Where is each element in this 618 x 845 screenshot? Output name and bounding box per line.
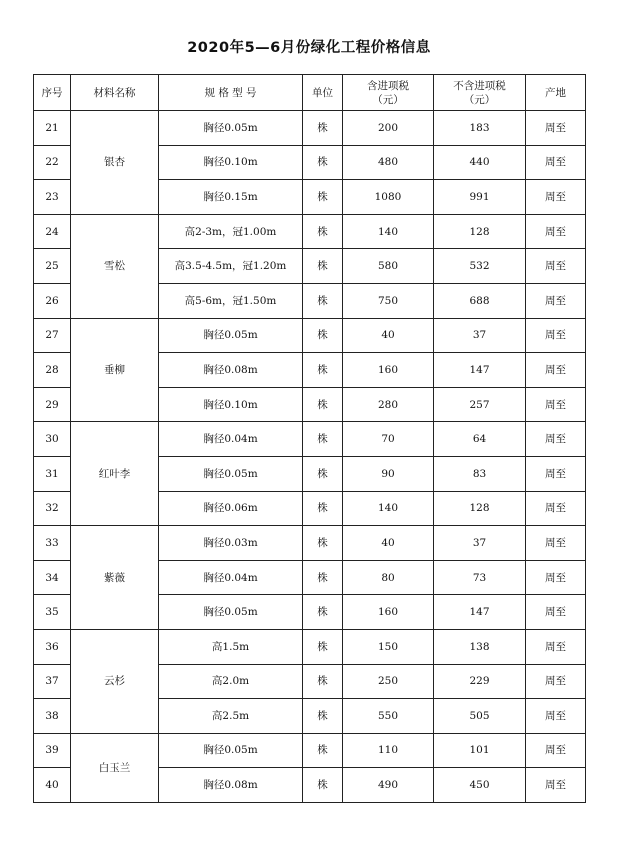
table-row	[34, 733, 586, 768]
cell-unit: 株	[303, 629, 343, 664]
table-row	[34, 526, 586, 561]
cell-price-tax-included: 40	[343, 526, 434, 561]
cell-price-tax-included: 80	[343, 560, 434, 595]
header-tax-included-label: 含进项税	[367, 79, 409, 92]
header-tax-included	[343, 75, 434, 111]
cell-origin: 周至	[526, 768, 586, 803]
cell-price-tax-excluded: 991	[434, 180, 526, 215]
cell-price-tax-excluded: 64	[434, 422, 526, 457]
cell-price-tax-excluded: 688	[434, 283, 526, 318]
cell-unit: 株	[303, 664, 343, 699]
cell-spec: 胸径0.05m	[159, 595, 303, 630]
cell-origin: 周至	[526, 353, 586, 388]
cell-price-tax-included: 150	[343, 629, 434, 664]
cell-price-tax-included: 490	[343, 768, 434, 803]
cell-unit: 株	[303, 733, 343, 768]
cell-unit: 株	[303, 387, 343, 422]
cell-origin: 周至	[526, 526, 586, 561]
cell-index: 31	[34, 456, 71, 491]
cell-material-name: 雪松	[71, 214, 159, 318]
cell-price-tax-included: 160	[343, 353, 434, 388]
cell-price-tax-excluded: 147	[434, 353, 526, 388]
cell-unit: 株	[303, 526, 343, 561]
table-body	[34, 111, 586, 803]
cell-spec: 胸径0.08m	[159, 353, 303, 388]
cell-index: 29	[34, 387, 71, 422]
cell-spec: 高2-3m，冠1.00m	[159, 214, 303, 249]
cell-index: 40	[34, 768, 71, 803]
cell-spec: 高1.5m	[159, 629, 303, 664]
cell-price-tax-excluded: 37	[434, 526, 526, 561]
header-unit: 单位	[303, 75, 343, 111]
cell-material-name: 紫薇	[71, 526, 159, 630]
cell-price-tax-excluded: 83	[434, 456, 526, 491]
cell-index: 28	[34, 353, 71, 388]
cell-unit: 株	[303, 283, 343, 318]
cell-unit: 株	[303, 456, 343, 491]
cell-unit: 株	[303, 214, 343, 249]
cell-price-tax-included: 90	[343, 456, 434, 491]
cell-unit: 株	[303, 180, 343, 215]
cell-origin: 周至	[526, 318, 586, 353]
cell-unit: 株	[303, 560, 343, 595]
cell-origin: 周至	[526, 111, 586, 146]
table-row	[34, 111, 586, 146]
cell-origin: 周至	[526, 387, 586, 422]
cell-price-tax-excluded: 532	[434, 249, 526, 284]
cell-index: 38	[34, 699, 71, 734]
cell-unit: 株	[303, 111, 343, 146]
cell-spec: 高2.5m	[159, 699, 303, 734]
cell-material-name: 白玉兰	[71, 733, 159, 802]
cell-index: 37	[34, 664, 71, 699]
cell-price-tax-excluded: 257	[434, 387, 526, 422]
cell-spec: 胸径0.03m	[159, 526, 303, 561]
cell-index: 34	[34, 560, 71, 595]
cell-price-tax-excluded: 229	[434, 664, 526, 699]
cell-price-tax-included: 250	[343, 664, 434, 699]
cell-material-name: 银杏	[71, 111, 159, 215]
cell-origin: 周至	[526, 699, 586, 734]
cell-unit: 株	[303, 249, 343, 284]
cell-spec: 胸径0.05m	[159, 733, 303, 768]
cell-unit: 株	[303, 699, 343, 734]
cell-origin: 周至	[526, 422, 586, 457]
cell-spec: 胸径0.06m	[159, 491, 303, 526]
cell-price-tax-included: 280	[343, 387, 434, 422]
table-row	[34, 214, 586, 249]
header-tax-included-unit: （元）	[372, 93, 404, 106]
cell-origin: 周至	[526, 664, 586, 699]
cell-material-name: 垂柳	[71, 318, 159, 422]
cell-spec: 胸径0.05m	[159, 318, 303, 353]
cell-price-tax-included: 580	[343, 249, 434, 284]
cell-price-tax-included: 110	[343, 733, 434, 768]
cell-spec: 胸径0.10m	[159, 145, 303, 180]
cell-spec: 高5-6m，冠1.50m	[159, 283, 303, 318]
cell-origin: 周至	[526, 491, 586, 526]
cell-price-tax-included: 1080	[343, 180, 434, 215]
cell-spec: 胸径0.05m	[159, 456, 303, 491]
page-title: 2020年5—6月份绿化工程价格信息	[187, 40, 431, 56]
cell-unit: 株	[303, 318, 343, 353]
header-tax-excluded-label: 不含进项税	[453, 79, 506, 92]
header-spec: 规 格 型 号	[159, 75, 303, 111]
cell-unit: 株	[303, 491, 343, 526]
cell-price-tax-excluded: 37	[434, 318, 526, 353]
table-header	[34, 75, 586, 111]
table-row	[34, 629, 586, 664]
header-tax-excluded	[434, 75, 526, 111]
cell-index: 30	[34, 422, 71, 457]
cell-spec: 高2.0m	[159, 664, 303, 699]
cell-price-tax-excluded: 138	[434, 629, 526, 664]
cell-index: 21	[34, 111, 71, 146]
header-origin: 产地	[526, 75, 586, 111]
cell-origin: 周至	[526, 145, 586, 180]
cell-origin: 周至	[526, 249, 586, 284]
cell-price-tax-included: 480	[343, 145, 434, 180]
cell-index: 24	[34, 214, 71, 249]
price-table	[33, 74, 586, 803]
cell-origin: 周至	[526, 560, 586, 595]
cell-origin: 周至	[526, 180, 586, 215]
cell-origin: 周至	[526, 629, 586, 664]
table-row	[34, 318, 586, 353]
cell-spec: 胸径0.04m	[159, 560, 303, 595]
cell-price-tax-excluded: 505	[434, 699, 526, 734]
cell-index: 33	[34, 526, 71, 561]
header-tax-excluded-unit: （元）	[463, 93, 496, 106]
cell-unit: 株	[303, 768, 343, 803]
cell-price-tax-included: 200	[343, 111, 434, 146]
cell-price-tax-included: 750	[343, 283, 434, 318]
cell-price-tax-included: 140	[343, 214, 434, 249]
cell-index: 26	[34, 283, 71, 318]
cell-price-tax-included: 550	[343, 699, 434, 734]
cell-index: 23	[34, 180, 71, 215]
cell-spec: 胸径0.15m	[159, 180, 303, 215]
cell-unit: 株	[303, 595, 343, 630]
cell-index: 39	[34, 733, 71, 768]
cell-unit: 株	[303, 422, 343, 457]
cell-origin: 周至	[526, 214, 586, 249]
cell-price-tax-excluded: 128	[434, 491, 526, 526]
cell-spec: 胸径0.05m	[159, 111, 303, 146]
cell-index: 35	[34, 595, 71, 630]
cell-index: 25	[34, 249, 71, 284]
header-index: 序号	[34, 75, 71, 111]
cell-origin: 周至	[526, 456, 586, 491]
cell-material-name: 云杉	[71, 629, 159, 733]
cell-index: 27	[34, 318, 71, 353]
cell-index: 22	[34, 145, 71, 180]
cell-material-name: 红叶李	[71, 422, 159, 526]
cell-origin: 周至	[526, 595, 586, 630]
cell-origin: 周至	[526, 283, 586, 318]
cell-price-tax-included: 70	[343, 422, 434, 457]
cell-spec: 胸径0.04m	[159, 422, 303, 457]
cell-price-tax-included: 160	[343, 595, 434, 630]
cell-price-tax-excluded: 450	[434, 768, 526, 803]
cell-price-tax-included: 40	[343, 318, 434, 353]
cell-price-tax-excluded: 147	[434, 595, 526, 630]
cell-price-tax-excluded: 128	[434, 214, 526, 249]
cell-unit: 株	[303, 353, 343, 388]
cell-origin: 周至	[526, 733, 586, 768]
cell-unit: 株	[303, 145, 343, 180]
cell-index: 36	[34, 629, 71, 664]
header-material: 材料名称	[71, 75, 159, 111]
cell-spec: 高3.5-4.5m，冠1.20m	[159, 249, 303, 284]
cell-price-tax-excluded: 73	[434, 560, 526, 595]
cell-spec: 胸径0.08m	[159, 768, 303, 803]
cell-price-tax-excluded: 101	[434, 733, 526, 768]
cell-price-tax-included: 140	[343, 491, 434, 526]
table-row	[34, 422, 586, 457]
cell-price-tax-excluded: 183	[434, 111, 526, 146]
header-row	[34, 75, 586, 111]
cell-spec: 胸径0.10m	[159, 387, 303, 422]
cell-price-tax-excluded: 440	[434, 145, 526, 180]
cell-index: 32	[34, 491, 71, 526]
